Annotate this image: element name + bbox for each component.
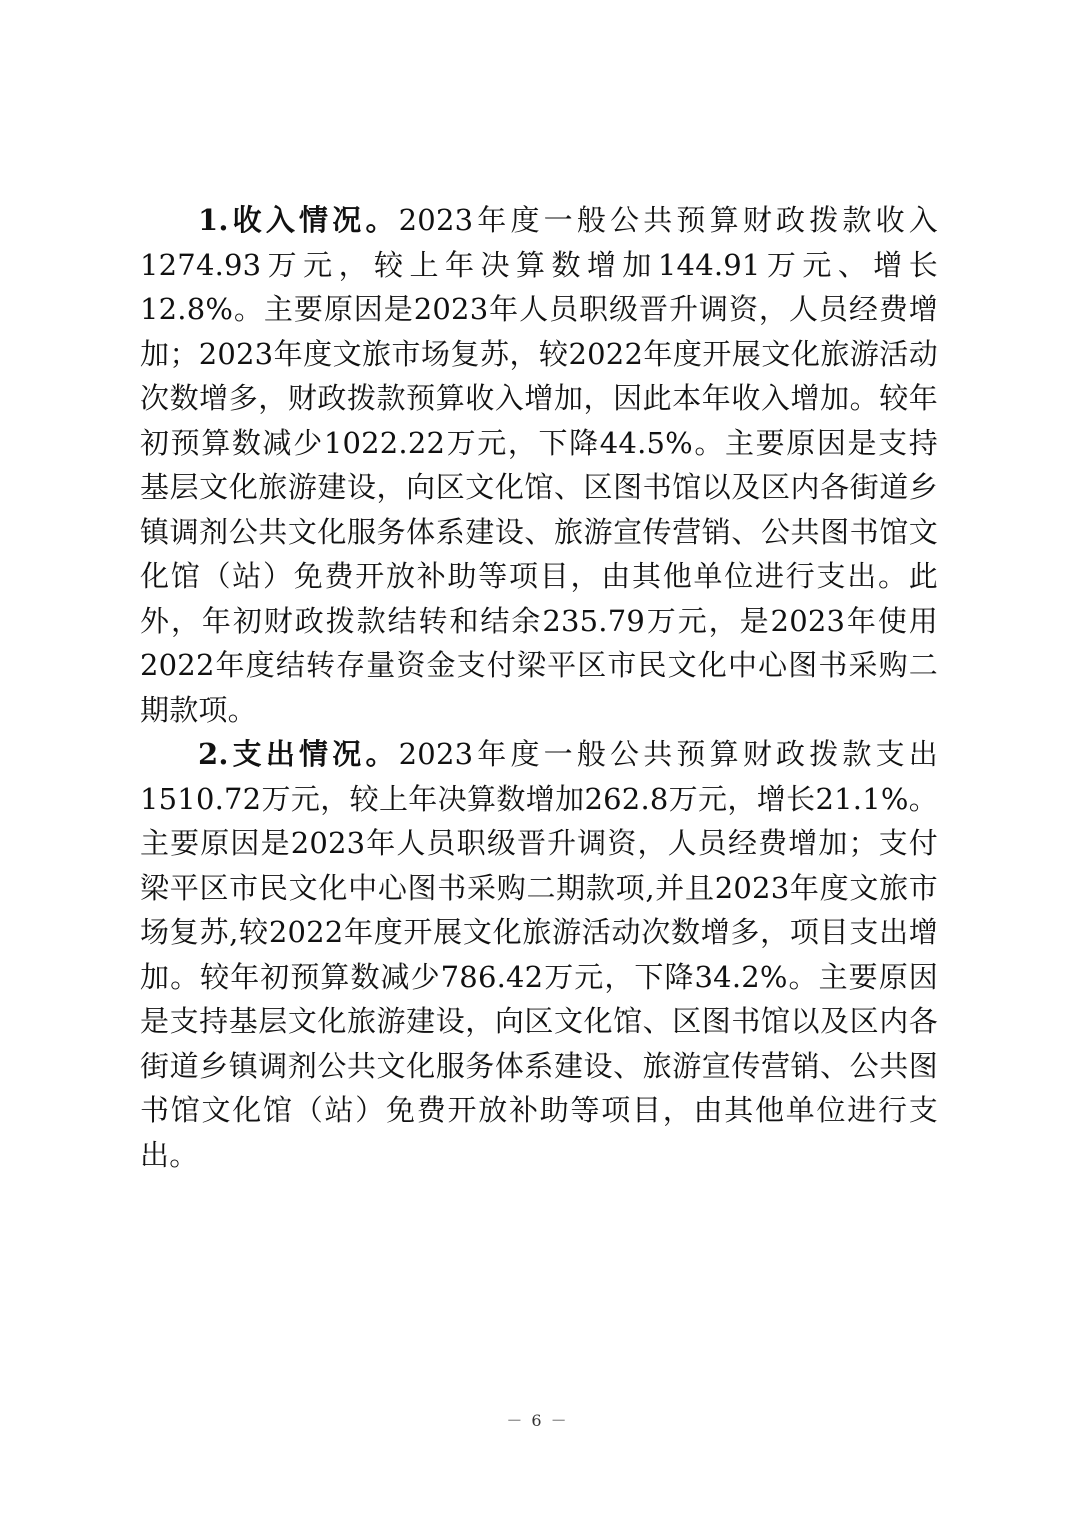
paragraph-expenditure xyxy=(140,732,938,1177)
paragraph-income-heading: 1.收入情况。 xyxy=(198,203,399,237)
paragraph-expenditure-text: 2023年度一般公共预算财政拨款支出1510.72万元，较上年决算数增加262.8万元，增长21.1%。主要原因是2023年人员职级晋升调资，人员经费增加；支付梁平区市民文化中心图书采购二期款项,并且2023年度文旅市场复苏,较2022年度开展文化旅游活动次数增多，项目支出增加。较年初预算数减少786.42万元，下降34.2%。主要原因是支持基层文化旅游建设，向区文化馆、区图书馆以及区内各街道乡镇调剂公共文化服务体系建设、旅游宣传营销、公共图书馆文化馆（站）免费开放补助等项目，由其他单位进行支出。 xyxy=(140,737,938,1172)
paragraph-income xyxy=(140,198,938,732)
document-body xyxy=(140,198,938,1177)
paragraph-income-text: 2023年度一般公共预算财政拨款收入1274.93万元，较上年决算数增加144.91万元、增长12.8%。主要原因是2023年人员职级晋升调资，人员经费增加；2023年度文旅市场复苏，较2022年度开展文化旅游活动次数增多，财政拨款预算收入增加，因此本年收入增加。较年初预算数减少1022.22万元，下降44.5%。主要原因是支持基层文化旅游建设，向区文化馆、区图书馆以及区内各街道乡镇调剂公共文化服务体系建设、旅游宣传营销、公共图书馆文化馆（站）免费开放补助等项目，由其他单位进行支出。此外，年初财政拨款结转和结余235.79万元，是2023年使用2022年度结转存量资金支付梁平区市民文化中心图书采购二期款项。 xyxy=(140,203,938,727)
paragraph-expenditure-heading: 2.支出情况。 xyxy=(198,737,399,771)
page-number: － 6 － xyxy=(506,1411,569,1430)
